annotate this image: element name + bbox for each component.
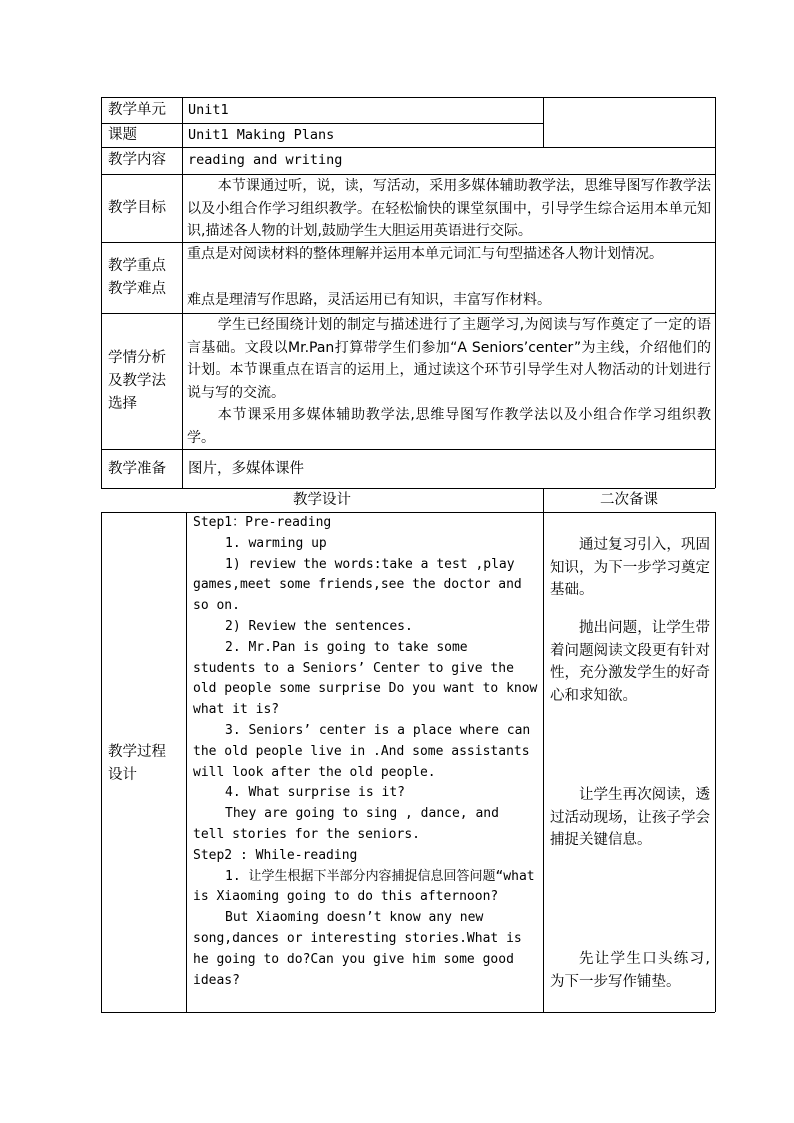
value-analysis-p1: 学生已经围绕计划的制定与描述进行了主题学习,为阅读与写作奠定了一定的语言基础。文段以Mr.Pan打算带学生们参加“A Seniors’center”为主线，介绍他们的计划。本节课重点在语言的运用上，通过读这个环节引导学生对人物活动的计划进行说与写的交流。 bbox=[187, 317, 711, 401]
label-preparation: 教学准备 bbox=[108, 461, 166, 477]
value-analysis-p2: 本节课采用多媒体辅助教学法,思维导图写作教学法以及小组合作学习组织教学。 bbox=[187, 407, 711, 446]
label-teaching-objectives: 教学目标 bbox=[108, 200, 166, 216]
step-line: Step2 : While-reading bbox=[193, 847, 358, 863]
step-line: 3. Seniors’ center is a place where can the old people live in .And some assistants will look after the old people. bbox=[193, 722, 531, 780]
step-line: 1. warming up bbox=[225, 535, 327, 551]
label-topic: 课题 bbox=[108, 127, 137, 143]
value-teaching-objectives: 本节课通过听，说，读，写活动，采用多媒体辅助教学法，思维导图写作教学法以及小组合作学习组织教学。在轻松愉快的课堂氛围中，引导学生综合运用本单元知识,描述各人物的计划,鼓励学生大胆运用英语进行交际。 bbox=[187, 178, 711, 239]
value-key-points: 重点是对阅读材料的整体理解并运用本单元词汇与句型描述各人物计划情况。 bbox=[187, 246, 663, 262]
value-difficult-points: 难点是理清写作思路，灵活运用已有知识，丰富写作材料。 bbox=[187, 292, 551, 308]
label-difficult-points: 教学难点 bbox=[108, 281, 166, 297]
label-analysis-3: 选择 bbox=[108, 396, 137, 412]
label-analysis-1: 学情分析 bbox=[108, 350, 166, 366]
label-teaching-unit: 教学单元 bbox=[108, 102, 166, 118]
note-reread: 让学生再次阅读，透过活动现场，让孩子学会捕捉关键信息。 bbox=[550, 787, 710, 848]
value-preparation: 图片，多媒体课件 bbox=[188, 461, 304, 477]
step-line: 1. 让学生根据下半部分内容捕捉信息回答问题“what is Xiaoming going to do this afternoon? bbox=[193, 868, 535, 905]
label-process-2: 设计 bbox=[108, 767, 137, 783]
note-review: 通过复习引入，巩固知识，为下一步学习奠定基础。 bbox=[550, 537, 710, 598]
label-analysis-2: 及教学法 bbox=[108, 373, 166, 389]
value-teaching-content: reading and writing bbox=[188, 152, 343, 168]
label-teaching-content: 教学内容 bbox=[108, 152, 166, 168]
label-key-points: 教学重点 bbox=[108, 258, 166, 274]
value-topic: Unit1 Making Plans bbox=[188, 127, 335, 143]
step-line: They are going to sing , dance, and tell stories for the seniors. bbox=[193, 806, 499, 842]
step-line: Step1：Pre-reading bbox=[193, 515, 332, 530]
header-second-prep: 二次备课 bbox=[600, 492, 658, 508]
note-question: 抛出问题，让学生带着问题阅读文段更有针对性，充分激发学生的好奇心和求知欲。 bbox=[550, 620, 710, 704]
step-line: 1) review the words:take a test ,play games,meet some friends,see the doctor and so on. bbox=[193, 556, 522, 614]
step-line: 2) Review the sentences. bbox=[225, 618, 413, 634]
header-teaching-design: 教学设计 bbox=[293, 492, 351, 508]
value-teaching-unit: Unit1 bbox=[188, 102, 229, 118]
step-line: 4. What surprise is it? bbox=[225, 785, 406, 801]
label-process-1: 教学过程 bbox=[108, 744, 166, 760]
process-steps bbox=[193, 513, 538, 991]
note-oral-practice: 先让学生口头练习,为下一步写作铺垫。 bbox=[550, 951, 710, 990]
step-line: But Xiaoming doesn’t know any new song,dances or interesting stories.What is he going to do?Can you give him some good ideas? bbox=[193, 910, 522, 988]
step-line: 2. Mr.Pan is going to take some students to a Seniors’ Center to give the old people some surprise Do you want to know what it is? bbox=[193, 639, 538, 718]
